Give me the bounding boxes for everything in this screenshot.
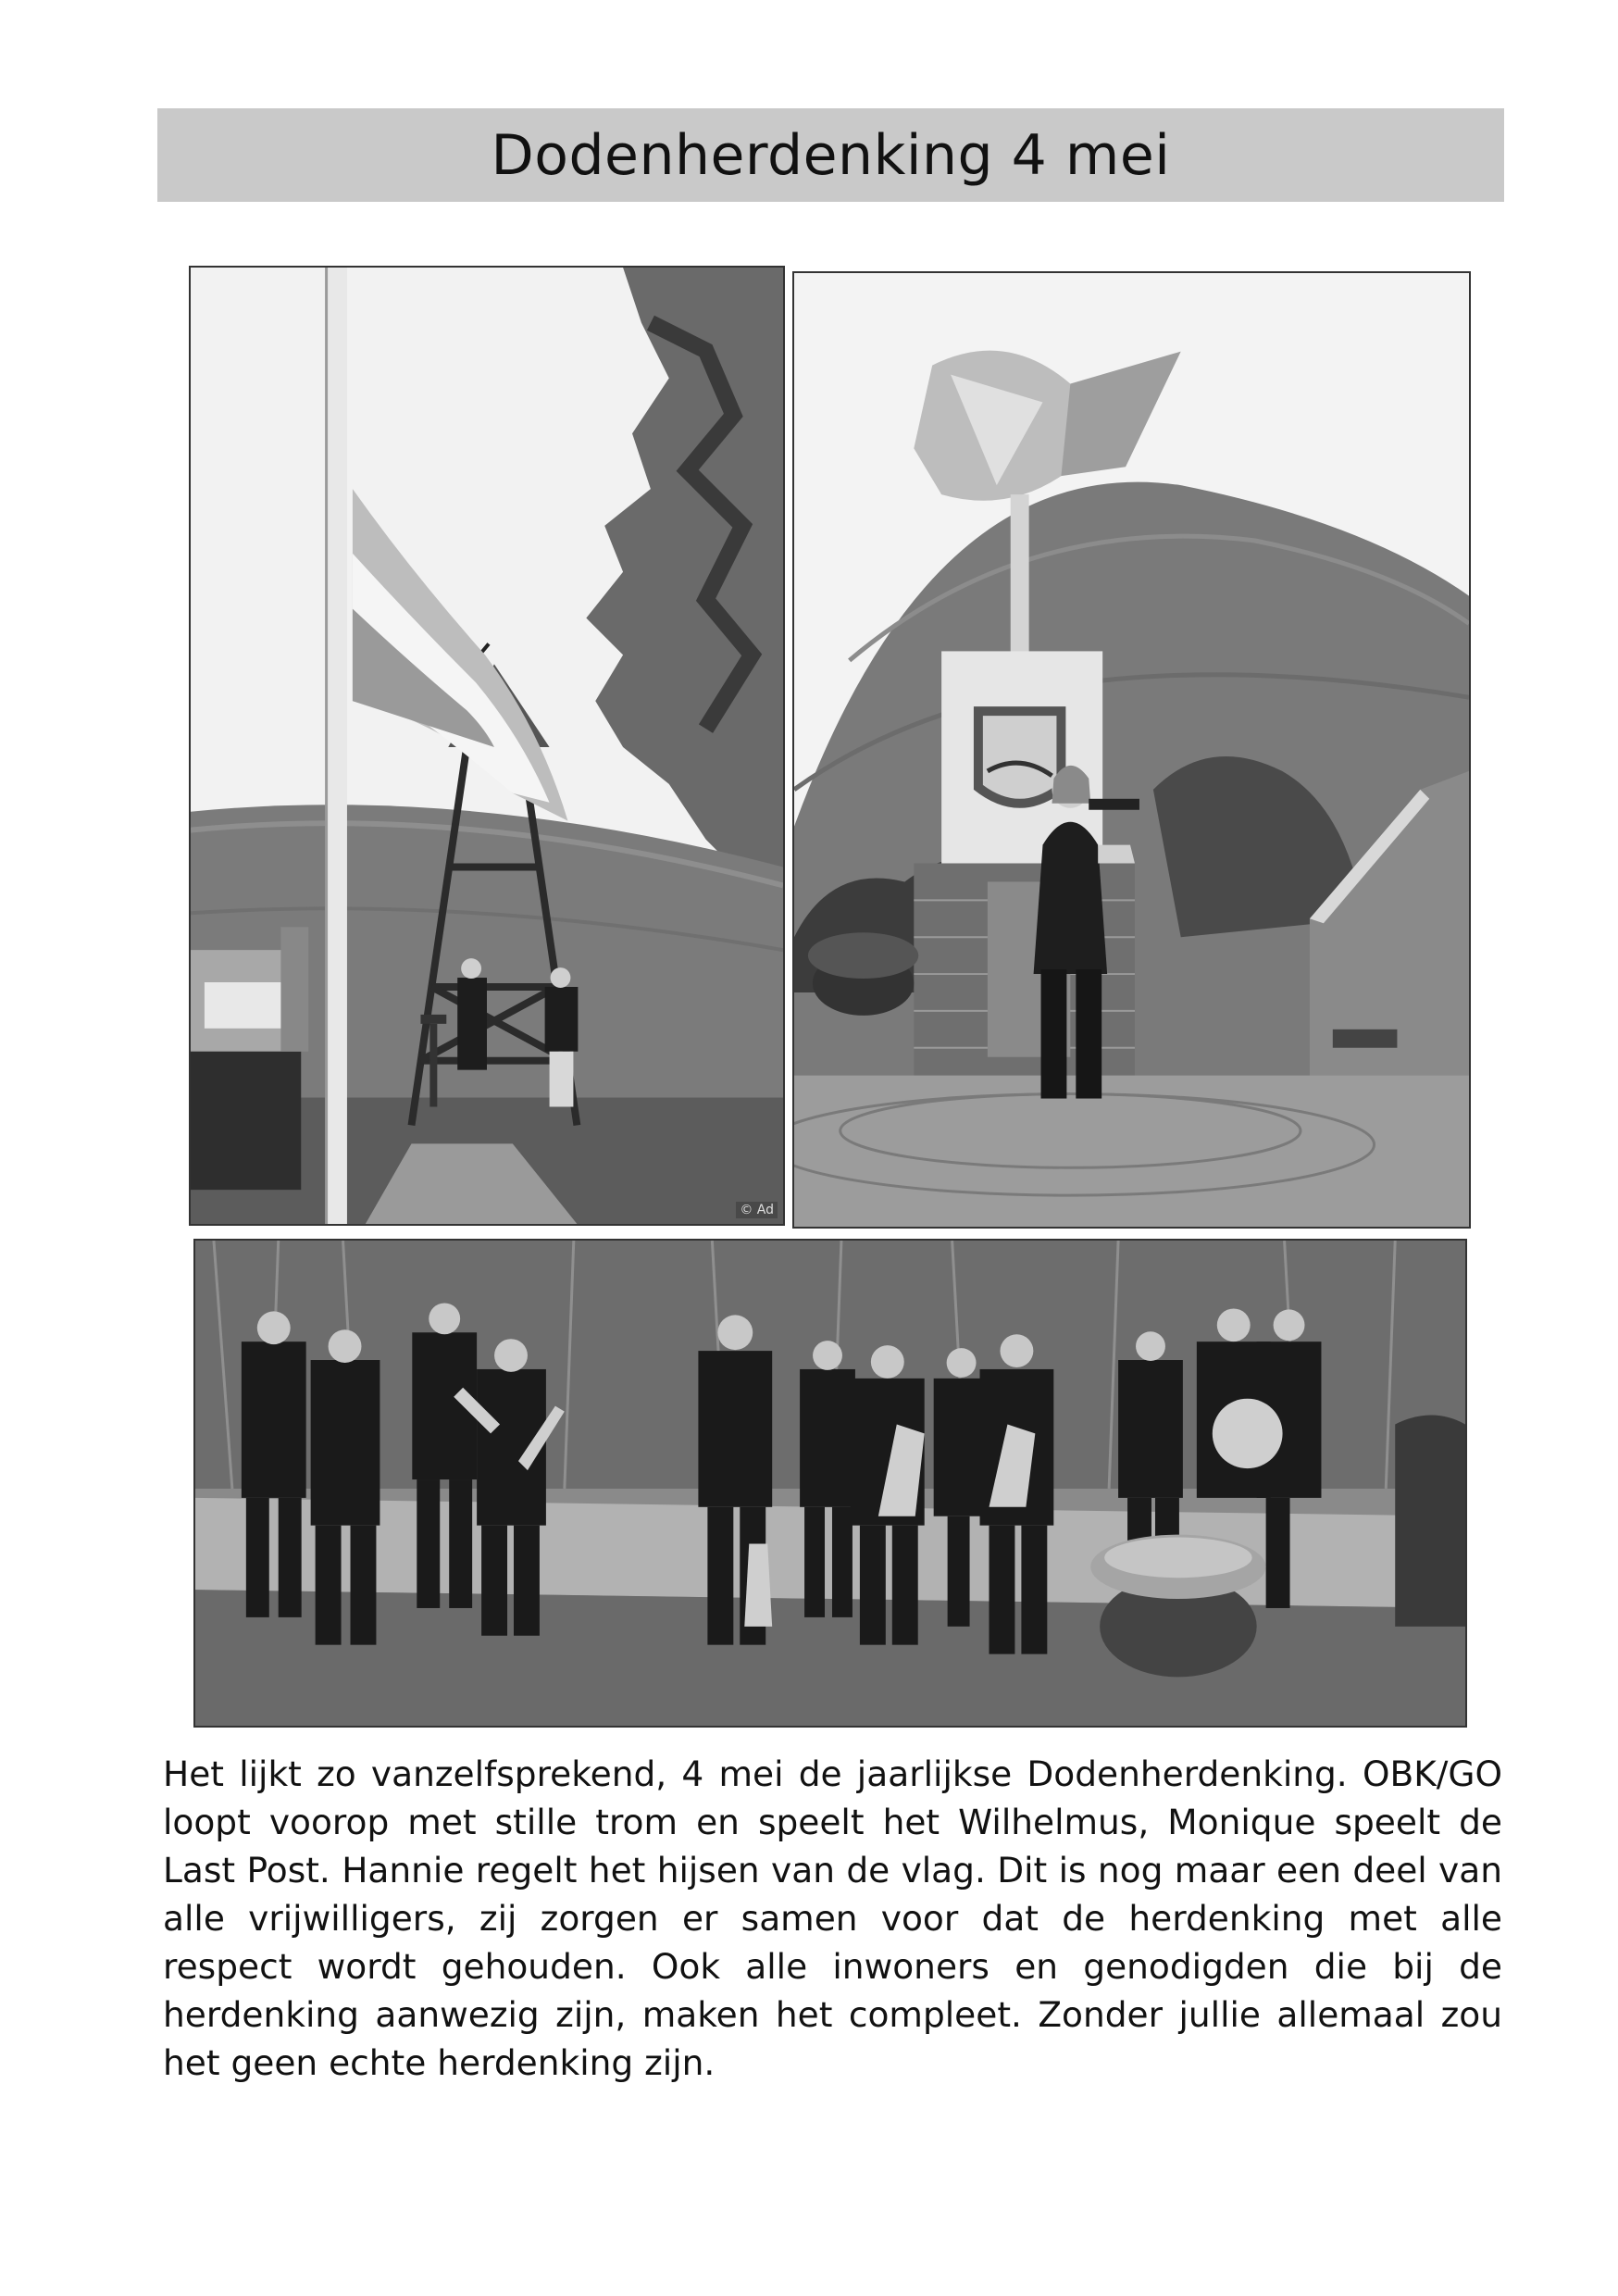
monument-trumpet-image [794, 273, 1469, 1227]
page-title: Dodenherdenking 4 mei [491, 122, 1171, 188]
band-image [195, 1241, 1465, 1726]
band-photo [193, 1239, 1467, 1728]
flag-tower-image [191, 268, 783, 1224]
photo-credit: © Ad [736, 1202, 778, 1218]
flag-tower-photo [189, 266, 785, 1226]
title-bar [157, 108, 1504, 202]
monument-trumpet-photo [792, 271, 1471, 1229]
article-text: Het lijkt zo vanzelfsprekend, 4 mei de jaarlijkse Dodenherdenking. OBK/GO loopt voorop met stille trom en speelt het Wilhelmus, Monique speelt de Last Post. Hannie regelt het hijsen van de vlag. Dit is nog maar een deel van alle vrijwilligers, zij zorgen er samen voor dat de herdenking met alle respect wordt gehouden. Ook alle inwoners en genodigden die bij de herdenking aanwezig zijn, maken het compleet. Zonder jullie allemaal zou het geen echte herdenking zijn. [163, 1753, 1502, 2083]
